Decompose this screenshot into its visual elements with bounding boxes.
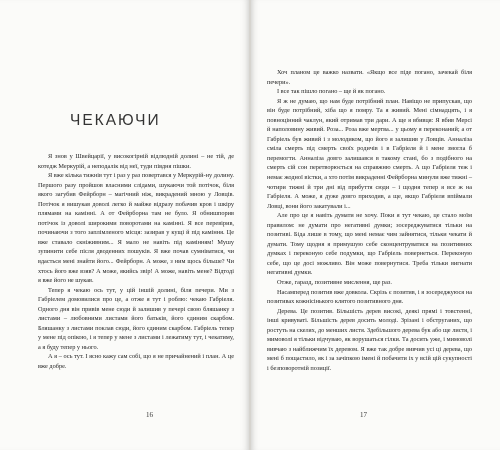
left-page-text (38, 152, 234, 372)
chapter-title: ЧЕКАЮЧИ (70, 112, 161, 129)
paragraph: Я ж не думаю, що нам буде потрібний план. Навіщо не припускав, що він буде потрібний, хіба що я помру. Та я живий. Мені сімнадцять, і я повноцінний чаклун, який отримав три дари. А ще я вбивця: Я вбив Мерсі й наполовину живий. Розa... Роза вже мертва... у цьому я переконаний; а от Габріель був живий і з молодиком, що його я залишив у Ловців. Анналіза сміла смерть під смерть своїх родичів і в Габріеля й і мене змогла б перемогти. Анналіза довго залишався в такому стані, бо з подібного на смерть сій сон перетворюється на справжню смерть. А що Габріеля теж і немає жодної вістки, а хто потім викраденні Фейрборна минули вже тижні – чотири тижні й три дні від прибуття сюди – і щодня тепер я все ж на Габріеля. А може, я дуже довго приходив, а ще, якщо Габріеля впіймали Ловці, вони його закатували і... (267, 97, 472, 210)
left-page (0, 0, 249, 450)
right-page-text (267, 68, 472, 374)
paragraph: Але про це я навіть думати не хочу. Поки я тут чекаю, це стало моїм правилом: не думати про негативні думки; зосереджуватися тільки на позитиві. Біда лише в тому, що мені немає чим зайнятися, тільки чекати й думати. Тому щодня я примушую себе сконцентруватися на позитивних думках і переконую себе подумки, що Габріель повернеться. Переконую себе, що це досі можливо. Він може повернутися. Треба тільки вигнати негативні думки. (267, 212, 472, 277)
paragraph: Я вже кілька тижнів тут і раз у раз повертався у Меркурій-ну долину. Першого разу пройшов власними слідами, шукаючи той потічок, біля якого загубив Фейрборн – магічний ніж, викрадений мною у Ловців. Потічок я вишукав доволі легко й майже відразу побачив кров і шкіру плямами на камінні. А от Фейрборна там не було. Я обнишпорив потічок із доволі широкими поворотами на камінні. Я все перевірив, починаючи з того заплімленого місця: зазирав у кущі й під каміння. Це вже ставало скніживним... Я мало не навіть під камінням! Мушу зупинити себе після дводенних пошуків. Я вже почав сумніватися, чи вдасться мені знайти його... Фейрборн. А може, з ним щось більше? Чи хтось його вже взяв? А може, якийсь звір! А може, навіть мене? Відтоді я вже його не шукав. (38, 172, 234, 285)
page-number: 16 (146, 411, 153, 419)
paragraph: І все так пішло погано – ще й як погано. (277, 88, 386, 96)
paragraph: А я – ось тут. І ясно кажу сам собі, що я не причайнений і план. А це вже добре. (38, 353, 234, 371)
right-page (251, 0, 500, 450)
paragraph: Тепер я чекаю ось тут, у цій іншій долині, біля печери. Ми з Габріелем домовилися про це, а отже я тут і роблю: чекаю Габріеля. Одного дня він привів мене сюди й залишив у печері свою бляшанку з листами – любовними листами його батьків, його єдиним скарбом. Бляшанку з листами поклав сюди, його єдиним скарбом. Габріель тепер у мене під опікою, і я тепер у мене з листами і лежатиму тут, і чекатиму, а я буду тепер у нього. (38, 286, 234, 351)
paragraph: Дерева. Це позитив. Більшість дерев високі, деякі прямі і товстенні, інші кривуваті. Більшість дерев досить молоді. Зрізані і обструганих, що ростуть на скелях, до менших листя. Здебільшого дерева бук або ще листя, і мимоволі я тільки відчуваю, як ворушаться гілки. Та досить уже, і мимоволі вивчаю з найближчим їх деревом. Я вже так добре вивчив усі ці дерева, що мені б пощастило, як і за зачіпкою імені й побачити іх у всій цій сукупності і безповоротній позиції. (267, 307, 472, 372)
page-number: 17 (360, 411, 367, 419)
paragraph: Насамперед позитив вже довкола. Скрізь є позитив, і я зосереджуюся на позитивах кожнісінького клятого позитивного дня. (267, 288, 472, 306)
paragraph: Я знов у Швейцарії, у високогірній відлюдній долині – не тій, де котедж Меркурій, а неподалік від неї, туди півдня пішки. (38, 153, 234, 170)
paragraph: Хоч планом це важко назвати. «Якщо все піде погано, зачекай біля печери». (267, 69, 472, 86)
paragraph: Отже, гаразд, позитивне мислення, ще раз. (277, 279, 392, 287)
